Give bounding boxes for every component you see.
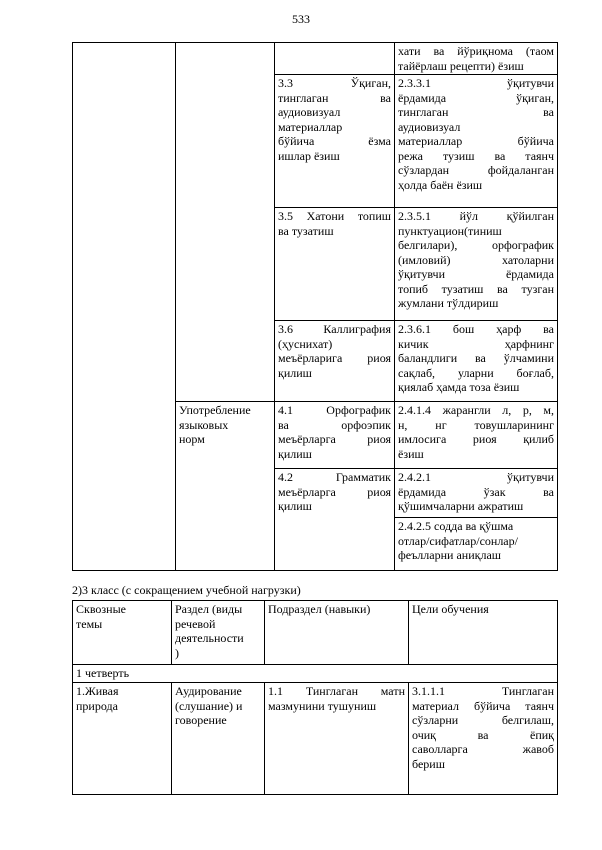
line: природа bbox=[76, 698, 118, 713]
line: 1.Живая bbox=[76, 684, 119, 698]
line: баландлиги ва ўлчамини bbox=[398, 351, 554, 365]
line: меъёрларга риоя bbox=[278, 432, 391, 446]
line: Сквозные bbox=[76, 602, 126, 616]
line: Раздел (виды bbox=[175, 602, 243, 616]
row-goals bbox=[409, 683, 558, 795]
table1-col1-empty bbox=[73, 43, 176, 571]
line: 4.1 Орфографик bbox=[278, 403, 391, 417]
line: мазмунини тушуниш bbox=[268, 698, 377, 713]
row-section bbox=[172, 683, 265, 795]
curriculum-table-grade3 bbox=[72, 600, 558, 795]
table1-row5-c3 bbox=[275, 469, 395, 571]
table1-row4-c3 bbox=[275, 402, 395, 469]
line: бериш bbox=[412, 756, 445, 771]
line: ёрдамида ўқиган, bbox=[398, 90, 554, 105]
line: ҳолда баён ёзиш bbox=[398, 177, 483, 192]
line: отлар/сифатлар/сонлар/ bbox=[398, 533, 518, 548]
table1-row1-c4 bbox=[395, 75, 558, 208]
page-number: 533 bbox=[292, 12, 310, 26]
line: қилиш bbox=[278, 446, 312, 461]
line: Аудирование bbox=[175, 684, 242, 698]
table1-row0-c4 bbox=[395, 43, 558, 75]
line: меъёрларга риоя bbox=[278, 484, 391, 499]
table-header-row bbox=[73, 601, 558, 665]
table1-row3-c3 bbox=[275, 321, 395, 402]
line: ) bbox=[175, 645, 179, 660]
line: Цели обучения bbox=[412, 602, 489, 616]
table1-section-language-norms bbox=[176, 402, 275, 571]
table-row bbox=[73, 683, 558, 795]
line: ва орфоэпик bbox=[278, 417, 391, 432]
line: 4.2 Грамматик bbox=[278, 470, 391, 484]
table1-row1-c3 bbox=[275, 75, 395, 208]
line: жумлани тўлдириш bbox=[398, 296, 499, 310]
table1-row0-c3-empty bbox=[275, 43, 395, 75]
header-section bbox=[172, 601, 265, 665]
line: 2.3.5.1 йўл қўйилган bbox=[398, 209, 554, 223]
line: ёзиш bbox=[398, 446, 424, 461]
line: (ҳуснихат) bbox=[278, 336, 333, 351]
header-cross-cutting-themes bbox=[73, 601, 172, 665]
line: норм bbox=[179, 432, 205, 446]
line: тайёрлаш рецепти) ёзиш bbox=[398, 58, 524, 73]
line: материал бўйича таянч bbox=[412, 698, 554, 713]
table1-row3-c4 bbox=[395, 321, 558, 402]
line: Подраздел (навыки) bbox=[268, 602, 371, 616]
line: топиб тузатиш ва тузган bbox=[398, 281, 554, 296]
curriculum-table-continued bbox=[72, 42, 558, 571]
line: 2.4.2.1 ўқитувчи bbox=[398, 470, 554, 484]
line: қиялаб ҳамда тоза ёзиш bbox=[398, 380, 520, 394]
line: меъёрларига риоя bbox=[278, 351, 391, 365]
table1-row2-c4 bbox=[395, 208, 558, 321]
line: языковых bbox=[179, 417, 229, 432]
line: қўшимчаларни ажратиш bbox=[398, 499, 524, 513]
line: (имловий) хатоларни bbox=[398, 252, 554, 267]
line: кичик ҳарфнинг bbox=[398, 336, 554, 351]
line: ўқитувчи ёрдамида bbox=[398, 267, 554, 281]
line: қилиш bbox=[278, 365, 312, 380]
line: речевой bbox=[175, 616, 216, 631]
table1-row6-c4 bbox=[395, 518, 558, 571]
line: 3.5 Хатони топиш bbox=[278, 209, 391, 223]
line: н, нг товушларининг bbox=[398, 417, 554, 432]
line: 1.1 Тинглаган матн bbox=[268, 684, 405, 698]
line: Употребление bbox=[179, 403, 251, 417]
line: 2.3.3.1 ўқитувчи bbox=[398, 76, 554, 90]
line: темы bbox=[76, 616, 103, 631]
header-subsection bbox=[265, 601, 409, 665]
line: 2.3.6.1 бош ҳарф ва bbox=[398, 322, 554, 336]
line: очиқ ва ёпиқ bbox=[412, 727, 554, 742]
line: (слушание) и bbox=[175, 698, 243, 713]
line: тинглаган ва bbox=[398, 105, 554, 119]
line: имлосига риоя қилиб bbox=[398, 432, 554, 446]
table1-row2-c3 bbox=[275, 208, 395, 321]
line: режа тузиш ва таянч bbox=[398, 148, 554, 163]
table1-row4-c4 bbox=[395, 402, 558, 469]
line: 3.3 Ўқиган, bbox=[278, 76, 391, 90]
line: саволларга жавоб bbox=[412, 742, 554, 756]
line: говорение bbox=[175, 713, 227, 727]
line: бўйича ёзма bbox=[278, 134, 391, 148]
line: 2.4.2.5 содда ва қўшма bbox=[398, 519, 514, 533]
line: тинглаган ва bbox=[278, 90, 391, 105]
line: қилиш bbox=[278, 499, 312, 513]
line: аудиовизуал bbox=[278, 105, 341, 119]
table1-row5-c4 bbox=[395, 469, 558, 518]
line: сўзларни белгилаш, bbox=[412, 713, 554, 727]
line: материаллар bbox=[278, 119, 343, 134]
row-theme bbox=[73, 683, 172, 795]
line: пунктуацион(тиниш bbox=[398, 223, 502, 238]
row-subsection bbox=[265, 683, 409, 795]
line: аудиовизуал bbox=[398, 119, 461, 134]
line: 3.1.1.1 Тинглаган bbox=[412, 684, 554, 698]
line: сақлаб, уларни боғлаб, bbox=[398, 365, 554, 380]
line: деятельности bbox=[175, 631, 244, 645]
line: белгилари), орфографик bbox=[398, 238, 554, 252]
header-learning-goals bbox=[409, 601, 558, 665]
line: ва тузатиш bbox=[278, 223, 334, 238]
table1-col2-empty bbox=[176, 43, 275, 402]
line: материаллар бўйича bbox=[398, 134, 554, 148]
line: сўзлардан фойдаланган bbox=[398, 163, 554, 177]
quarter-row: 1 четверть bbox=[73, 665, 558, 683]
section-caption: 2)3 класс (с сокращением учебной нагрузки) bbox=[72, 583, 301, 597]
line: хати ва йўриқнома (таом bbox=[398, 44, 554, 58]
line: феълларни аниқлаш bbox=[398, 548, 502, 562]
line: ёрдамида ўзак ва bbox=[398, 484, 554, 499]
line: ишлар ёзиш bbox=[278, 148, 340, 163]
line: 3.6 Каллиграфия bbox=[278, 322, 391, 336]
line: 2.4.1.4 жарангли л, р, м, bbox=[398, 403, 554, 417]
